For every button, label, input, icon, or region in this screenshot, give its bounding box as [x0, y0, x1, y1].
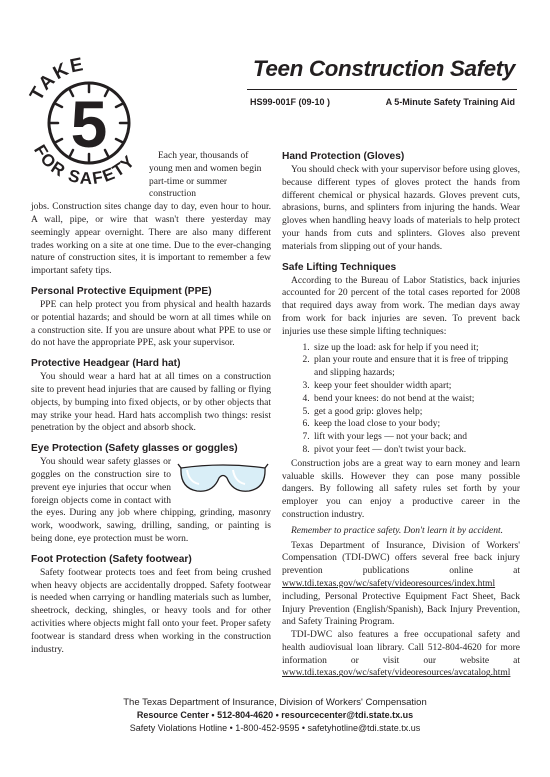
tdi-videoresources-link[interactable]: www.tdi.texas.gov/wc/safety/videoresources/index.html: [282, 578, 496, 589]
safety-reminder: Remember to practice safety. Don't learn it by accident.: [291, 525, 504, 536]
foot-heading: Foot Protection (Safety footwear): [31, 553, 192, 565]
foot-text: Safety footwear protects toes and feet from being crushed when heavy objects are accidentally dropped. Safety footwear is needed when carrying or handling materials such as lumber, sheetrock, decking, shingles, or heavy tools and for other activities where objects might fall onto your feet. Proper safety footwear is standard dress when working in the construction industry.: [31, 567, 271, 655]
list-item: 2. plan your route and ensure that it is free of tripping and slipping hazards;: [312, 354, 520, 380]
page-subtitle: A 5-Minute Safety Training Aid: [385, 97, 515, 107]
list-item: 5. get a good grip: gloves help;: [312, 406, 520, 419]
left-column: [31, 150, 271, 656]
lifting-steps-list: [282, 342, 520, 457]
footer-hotline: Safety Violations Hotline • 1-800-452-9595 • safetyhotline@tdi.state.tx.us: [129, 722, 421, 733]
headgear-text: You should wear a hard hat at all times on a construction site to prevent head injuries that are caused by falling or flying objects, by bumping into fixed objects, or by other objects that may strike your head. Hard hats accomplish two things: resist penetration by the object and absorb shock.: [31, 372, 271, 434]
footer-resource-center: Resource Center • 512-804-4620 • resourcecenter@tdi.state.tx.us: [136, 710, 414, 720]
intro-indented: Each year, thousands of young men and women begin part-time or summer construction: [149, 151, 262, 200]
logo-number: 5: [70, 87, 108, 161]
headgear-heading: Protective Headgear (Hard hat): [31, 358, 181, 370]
publication-code: HS99-001F (09-10 ): [250, 97, 331, 107]
list-item: 6. keep the load close to your body;: [312, 418, 520, 431]
closing-text: Construction jobs are a great way to earn money and learn valuable skills. However they can pose many possible dangers. By following all safety rules set forth by your employer you can enjoy a productive career in the construction industry.: [282, 458, 520, 520]
lifting-text: According to the Bureau of Labor Statistics, back injuries accounted for 20 percent of the total cases reported for 2008 that required days away from work. The median days away from work for back injuries are seven. To prevent back injuries use these simple lifting techniques:: [282, 275, 520, 337]
list-item: 3. keep your feet shoulder width apart;: [312, 380, 520, 393]
list-item: 1. size up the load: ask for help if you need it;: [312, 342, 520, 355]
list-item: 7. lift with your legs — not your back; and: [312, 431, 520, 444]
ppe-text: PPE can help protect you from physical and health hazards or potential hazards; and should be worn at all times while on a construction site. If you are unsure about what PPE to use or do not have the appropriate PPE, ask your supervisor.: [31, 299, 271, 349]
intro-text: jobs. Construction sites change day to day, even hour to hour. A wall, pipe, or wire that wasn't there yesterday may seemingly appear overnight. There are also many different trades working on a site at one time. Due to the ever-changing nature of construction sites, it is important to remember a few important safety tips.: [31, 202, 271, 277]
title-divider: [247, 89, 517, 90]
logo-bottom-word: FOR SAFETY: [30, 141, 140, 189]
footer: [0, 696, 550, 734]
tdi-text-before: Texas Department of Insurance, Division of Workers' Compensation (TDI-DWC) offers several free back injury prevention publications online at: [282, 540, 520, 577]
hand-heading: Hand Protection (Gloves): [282, 151, 405, 162]
av-catalog-link[interactable]: www.tdi.texas.gov/wc/safety/videoresources/avcatalog.html: [282, 668, 511, 679]
eye-heading: Eye Protection (Safety glasses or goggles): [31, 443, 238, 455]
safety-glasses-icon: [177, 458, 269, 500]
ppe-heading: Personal Protective Equipment (PPE): [31, 285, 212, 297]
right-column: [282, 150, 520, 680]
library-text-before: TDI-DWC also features a free occupational safety and health audiovisual loan library. Call 512-804-4620 for more information or visit our website at: [282, 630, 520, 666]
logo-top-word: TAKE: [26, 53, 87, 105]
library-text: [282, 629, 520, 680]
list-item: 8. pivot your feet — don't twist your back.: [312, 444, 520, 457]
page-title: Teen Construction Safety: [252, 56, 515, 81]
hand-text: You should check with your supervisor before using gloves, because different types of gloves protect the hands from different chemical or physical hazards. Gloves prevent cuts, abrasions, burns, and splinters from injuring the hands. Wear gloves when handling heavy loads of materials to help protect your hands from cuts and splinters. Gloves also prevent materials from slipping out of your hands.: [282, 165, 520, 252]
list-item: 4. bend your knees: do not bend at the waist;: [312, 393, 520, 406]
lifting-heading: Safe Lifting Techniques: [282, 261, 397, 273]
tdi-resources-text: [282, 540, 520, 630]
eye-text: You should wear safety glasses or goggles on the construction sire to prevent eye injuries that occur when foreign objects come in contact with the eyes. During any job where chipping, grinding, masonry work, woodwork, sawing, drilling, sanding, or painting is being done, eye protection must be worn.: [31, 457, 271, 544]
footer-agency: The Texas Department of Insurance, Division of Workers' Compensation: [123, 697, 427, 708]
tdi-text-after: including, Personal Protective Equipment Fact Sheet, Back Injury Prevention (English/Spanish), Back Injury Prevention, and Safety Training Program.: [282, 591, 520, 628]
